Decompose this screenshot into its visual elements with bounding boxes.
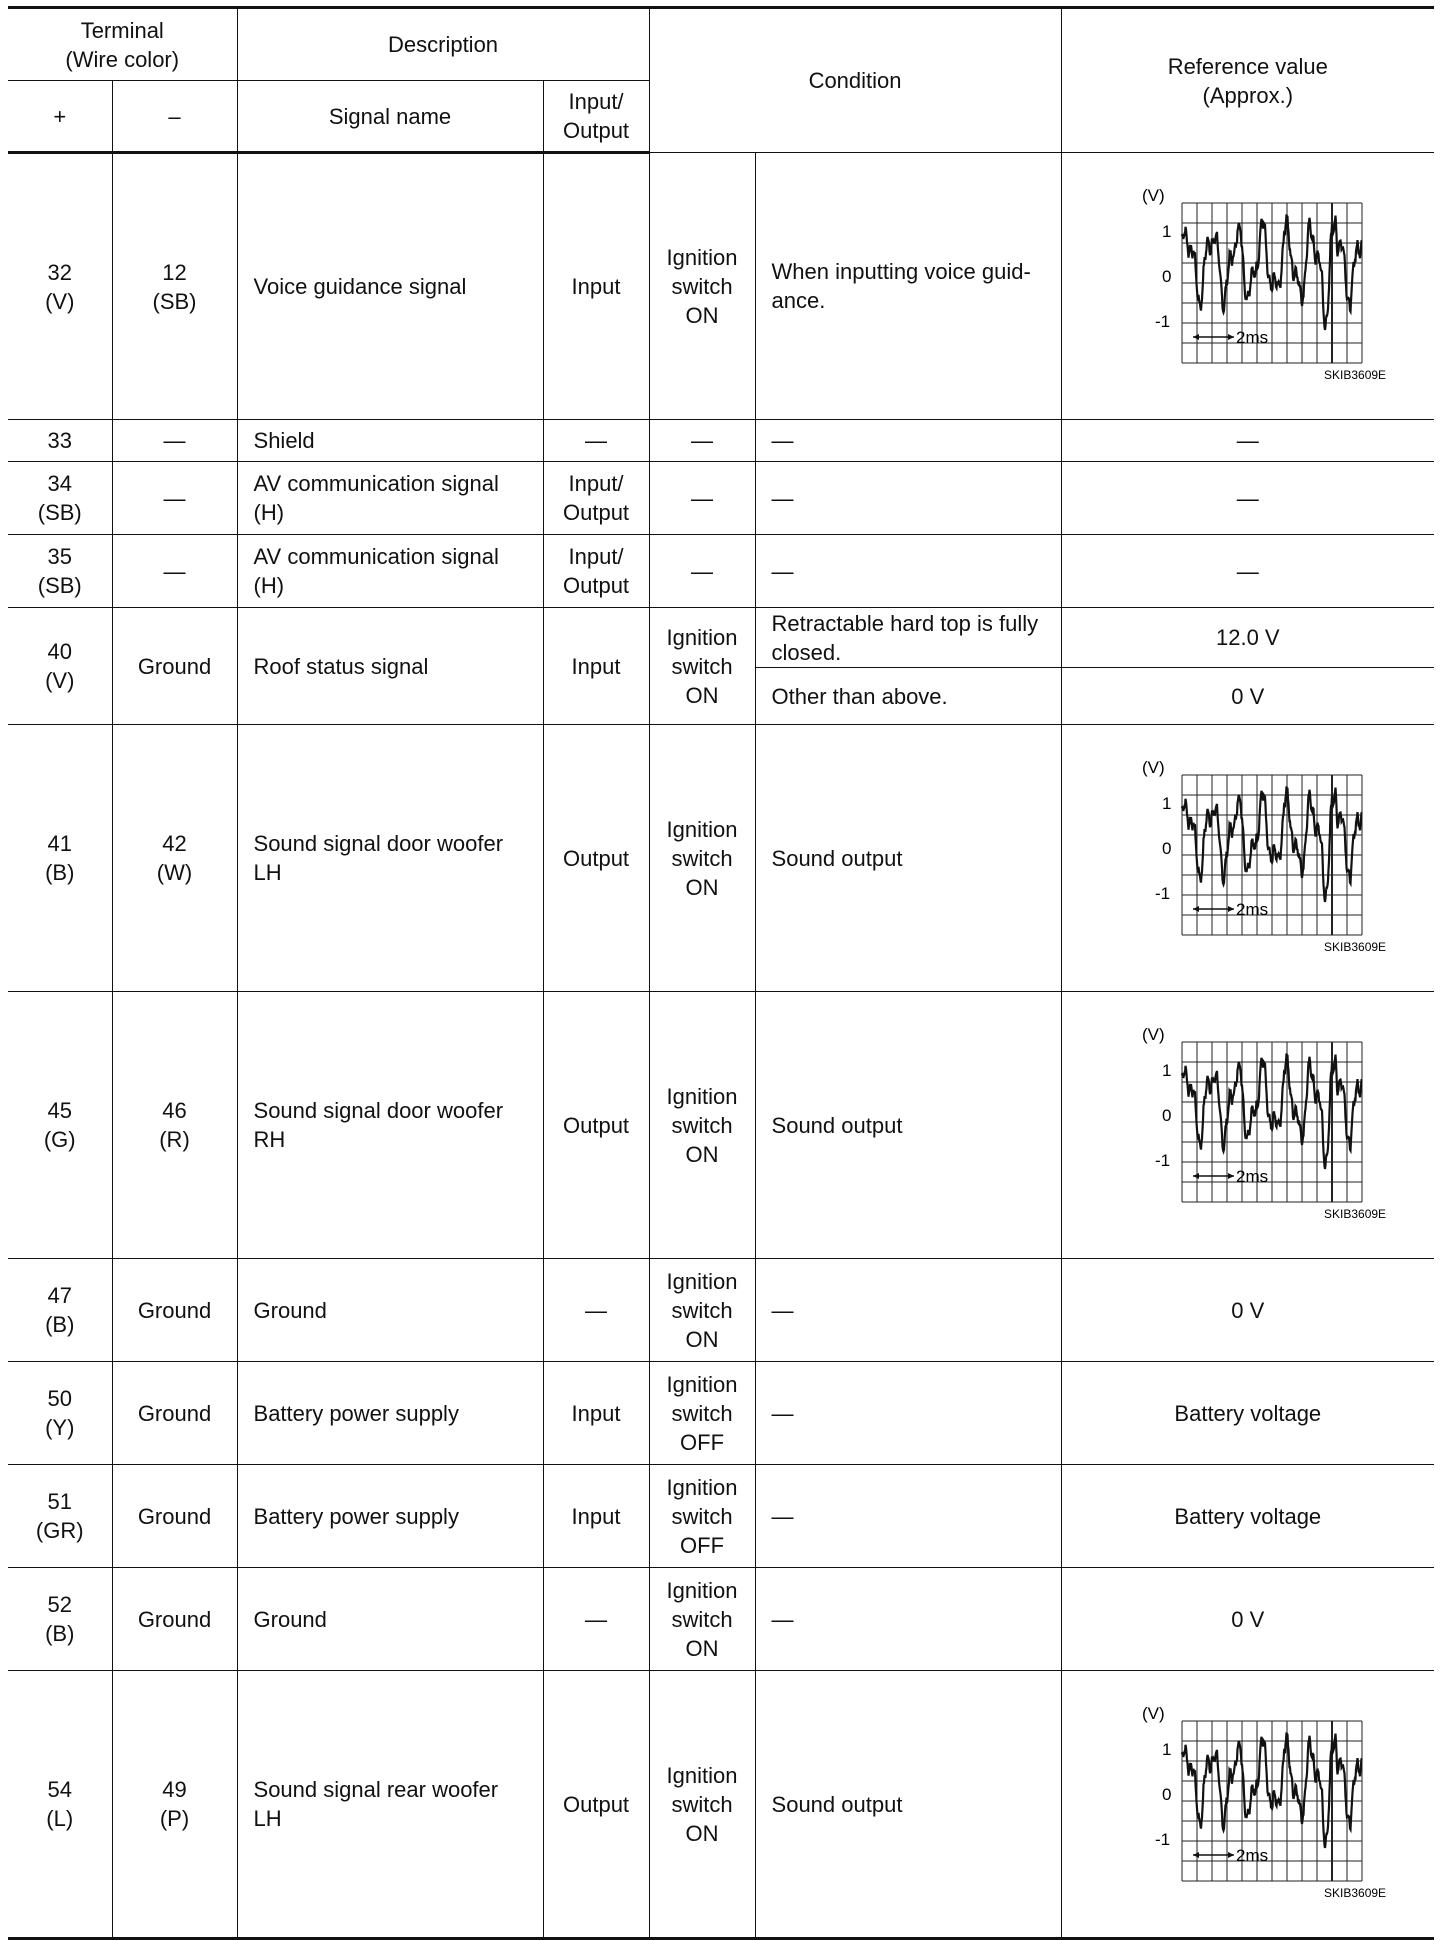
condition-detail: — <box>755 462 1061 535</box>
terminal-minus: 49 (P) <box>112 1671 237 1939</box>
waveform-arrow-right <box>1228 1173 1234 1179</box>
table-row <box>8 1259 1434 1362</box>
waveform-arrow-right <box>1228 1852 1234 1858</box>
reference-value: 12.0 V <box>1061 608 1434 668</box>
terminal-plus: 51 (GR) <box>8 1465 112 1568</box>
waveform-graph <box>1098 1020 1398 1230</box>
waveform-tick-1: 1 <box>1161 1061 1172 1080</box>
terminal-minus: 46 (R) <box>112 992 237 1259</box>
reference-value <box>1061 725 1434 992</box>
reference-value: 0 V <box>1061 1259 1434 1362</box>
condition-detail: — <box>755 420 1061 462</box>
reference-value <box>1061 153 1434 420</box>
waveform-tick-m1: -1 <box>1154 884 1170 903</box>
waveform-code: SKIB3609E <box>1323 368 1386 382</box>
signal-name: Sound signal door woofer RH <box>237 992 543 1259</box>
reference-value: — <box>1061 535 1434 608</box>
waveform-tick-m1: -1 <box>1154 312 1170 331</box>
input-output: Output <box>543 992 649 1259</box>
table-row <box>8 535 1434 608</box>
waveform-tick-m1: -1 <box>1154 1151 1170 1170</box>
input-output: — <box>543 1568 649 1671</box>
condition-switch: — <box>649 420 755 462</box>
waveform-tick-m1: -1 <box>1154 1830 1170 1849</box>
waveform-arrow-right <box>1228 334 1234 340</box>
waveform-v-unit: (V) <box>1141 186 1165 205</box>
header-condition: Condition <box>649 8 1061 153</box>
terminal-minus: 12 (SB) <box>112 153 237 420</box>
terminal-plus: 32 (V) <box>8 153 112 420</box>
waveform-tick-0: 0 <box>1161 839 1172 858</box>
waveform-arrow-left <box>1193 1173 1199 1179</box>
input-output: Input <box>543 608 649 725</box>
waveform-time-label: 2ms <box>1235 1167 1268 1186</box>
condition-switch: Ignition switch ON <box>649 1671 755 1939</box>
reference-value: Battery voltage <box>1061 1465 1434 1568</box>
waveform-code: SKIB3609E <box>1323 940 1386 954</box>
terminal-plus: 54 (L) <box>8 1671 112 1939</box>
condition-switch: Ignition switch OFF <box>649 1362 755 1465</box>
table-row <box>8 462 1434 535</box>
reference-value <box>1061 992 1434 1259</box>
terminal-plus: 41 (B) <box>8 725 112 992</box>
signal-name: AV communication signal (H) <box>237 462 543 535</box>
signal-name: Voice guidance signal <box>237 153 543 420</box>
terminal-plus: 52 (B) <box>8 1568 112 1671</box>
waveform-tick-1: 1 <box>1161 794 1172 813</box>
terminal-minus: Ground <box>112 608 237 725</box>
condition-detail: Sound output <box>755 1671 1061 1939</box>
waveform-tick-1: 1 <box>1161 1740 1172 1759</box>
table-row <box>8 1362 1434 1465</box>
reference-value: 0 V <box>1061 1568 1434 1671</box>
header-minus: – <box>112 81 237 153</box>
input-output: — <box>543 420 649 462</box>
condition-detail: — <box>755 1568 1061 1671</box>
condition-detail: When inputting voice guid- ance. <box>755 153 1061 420</box>
waveform-code: SKIB3609E <box>1323 1886 1386 1900</box>
waveform-arrow-left <box>1193 1852 1199 1858</box>
reference-value: — <box>1061 420 1434 462</box>
terminal-minus: — <box>112 420 237 462</box>
condition-switch: — <box>649 535 755 608</box>
terminal-plus: 35 (SB) <box>8 535 112 608</box>
waveform-graph <box>1098 181 1398 391</box>
table-row <box>8 420 1434 462</box>
waveform-tick-0: 0 <box>1161 1106 1172 1125</box>
signal-name: Shield <box>237 420 543 462</box>
waveform-time-label: 2ms <box>1235 900 1268 919</box>
signal-name: Battery power supply <box>237 1465 543 1568</box>
terminal-table <box>8 6 1434 1940</box>
table-row <box>8 1465 1434 1568</box>
condition-switch: — <box>649 462 755 535</box>
table-row <box>8 725 1434 992</box>
waveform-v-unit: (V) <box>1141 1025 1165 1044</box>
header-description: Description <box>237 8 649 81</box>
table-row <box>8 992 1434 1259</box>
header-plus: + <box>8 81 112 153</box>
waveform-v-unit: (V) <box>1141 758 1165 777</box>
reference-value: Battery voltage <box>1061 1362 1434 1465</box>
terminal-minus: Ground <box>112 1259 237 1362</box>
reference-value: 0 V <box>1061 668 1434 725</box>
reference-value <box>1061 1671 1434 1939</box>
waveform-tick-0: 0 <box>1161 267 1172 286</box>
condition-switch: Ignition switch ON <box>649 1568 755 1671</box>
condition-switch: Ignition switch ON <box>649 992 755 1259</box>
input-output: Input <box>543 1465 649 1568</box>
input-output: Input/ Output <box>543 462 649 535</box>
waveform-v-unit: (V) <box>1141 1704 1165 1723</box>
signal-name: Battery power supply <box>237 1362 543 1465</box>
waveform-time-label: 2ms <box>1235 1846 1268 1865</box>
table-row <box>8 153 1434 420</box>
input-output: Output <box>543 725 649 992</box>
table-row <box>8 1671 1434 1939</box>
waveform-tick-1: 1 <box>1161 222 1172 241</box>
header-signal-name: Signal name <box>237 81 543 153</box>
terminal-plus: 40 (V) <box>8 608 112 725</box>
condition-switch: Ignition switch ON <box>649 725 755 992</box>
signal-name: AV communication signal (H) <box>237 535 543 608</box>
waveform-graph <box>1098 753 1398 963</box>
terminal-minus: 42 (W) <box>112 725 237 992</box>
signal-name: Roof status signal <box>237 608 543 725</box>
condition-detail: Sound output <box>755 725 1061 992</box>
table-row <box>8 1568 1434 1671</box>
condition-switch: Ignition switch OFF <box>649 1465 755 1568</box>
waveform-arrow-right <box>1228 906 1234 912</box>
header-input-output: Input/ Output <box>543 81 649 153</box>
input-output: Input <box>543 1362 649 1465</box>
waveform-code: SKIB3609E <box>1323 1207 1386 1221</box>
input-output: Output <box>543 1671 649 1939</box>
terminal-minus: Ground <box>112 1465 237 1568</box>
terminal-minus: Ground <box>112 1568 237 1671</box>
input-output: Input <box>543 153 649 420</box>
header-terminal: Terminal (Wire color) <box>8 8 237 81</box>
signal-name: Sound signal door woofer LH <box>237 725 543 992</box>
terminal-plus: 47 (B) <box>8 1259 112 1362</box>
terminal-minus: Ground <box>112 1362 237 1465</box>
terminal-minus: — <box>112 535 237 608</box>
terminal-plus: 50 (Y) <box>8 1362 112 1465</box>
terminal-plus: 45 (G) <box>8 992 112 1259</box>
table-row <box>8 608 1434 668</box>
condition-switch: Ignition switch ON <box>649 608 755 725</box>
terminal-minus: — <box>112 462 237 535</box>
condition-detail: — <box>755 535 1061 608</box>
waveform-arrow-left <box>1193 334 1199 340</box>
condition-detail: Other than above. <box>755 668 1061 725</box>
condition-detail: — <box>755 1362 1061 1465</box>
signal-name: Sound signal rear woofer LH <box>237 1671 543 1939</box>
header-reference: Reference value (Approx.) <box>1061 8 1434 153</box>
condition-switch: Ignition switch ON <box>649 1259 755 1362</box>
waveform-tick-0: 0 <box>1161 1785 1172 1804</box>
waveform-time-label: 2ms <box>1235 328 1268 347</box>
condition-detail: — <box>755 1259 1061 1362</box>
condition-detail: Sound output <box>755 992 1061 1259</box>
terminal-plus: 33 <box>8 420 112 462</box>
waveform-graph <box>1098 1699 1398 1909</box>
input-output: Input/ Output <box>543 535 649 608</box>
condition-switch: Ignition switch ON <box>649 153 755 420</box>
signal-name: Ground <box>237 1568 543 1671</box>
terminal-plus: 34 (SB) <box>8 462 112 535</box>
input-output: — <box>543 1259 649 1362</box>
condition-detail: Retractable hard top is fully closed. <box>755 608 1061 668</box>
reference-value: — <box>1061 462 1434 535</box>
condition-detail: — <box>755 1465 1061 1568</box>
signal-name: Ground <box>237 1259 543 1362</box>
waveform-arrow-left <box>1193 906 1199 912</box>
